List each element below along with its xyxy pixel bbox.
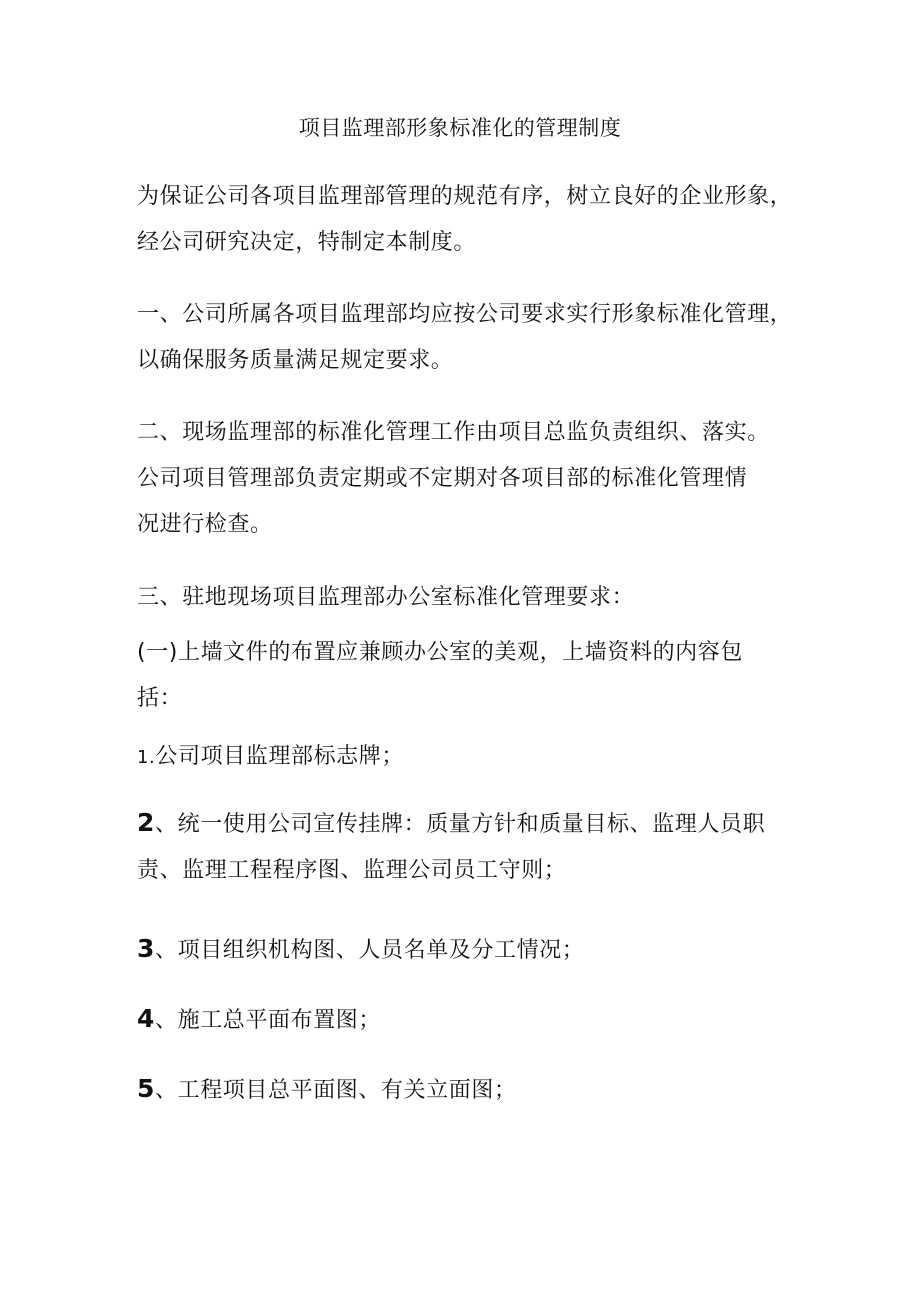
section-1-line-1: 一、公司所属各项目监理部均应按公司要求实行形象标准化管理， [137, 302, 793, 327]
list-item-3-text: 、项目组织机构图、人员名单及分工情况； [155, 938, 585, 963]
list-item-1-number: 1. [137, 747, 156, 768]
list-item-1 [137, 734, 817, 781]
list-item-5-number: 5 [137, 1074, 155, 1103]
intro-line-2: 经公司研究决定，特制定本制度。 [137, 230, 477, 255]
section-3-heading [137, 575, 817, 621]
section-2-line-2: 公司项目管理部负责定期或不定期对各项目部的标准化管理情 [137, 466, 748, 491]
section-1-line-2: 以确保服务质量满足规定要求。 [137, 348, 454, 373]
intro-line-1: 为保证公司各项目监理部管理的规范有序，树立良好的企业形象， [137, 184, 793, 209]
section-3-line: 三、驻地现场项目监理部办公室标准化管理要求： [137, 585, 635, 610]
list-item-2-text-line-2: 责、监理工程程序图、监理公司员工守则； [137, 858, 567, 883]
list-item-3-number: 3 [137, 934, 155, 963]
list-item-3 [137, 926, 817, 974]
subsection-1-line-1: (一)上墙文件的布置应兼顾办公室的美观，上墙资料的内容包 [137, 640, 743, 665]
subsection-1-paragraph [137, 630, 817, 722]
list-item-2 [137, 800, 817, 894]
list-item-4 [137, 996, 817, 1044]
list-item-4-number: 4 [137, 1004, 155, 1033]
list-item-1-text: 公司项目监理部标志牌； [155, 744, 404, 769]
section-1-paragraph [137, 292, 817, 384]
list-item-4-text: 、施工总平面布置图； [155, 1008, 382, 1033]
list-item-2-text-line-1: 、统一使用公司宣传挂牌：质量方针和质量目标、监理人员职 [155, 812, 766, 837]
subsection-1-line-2: 括： [137, 686, 183, 711]
section-2-line-1: 二、现场监理部的标准化管理工作由项目总监负责组织、落实。 [137, 420, 770, 445]
list-item-5 [137, 1066, 817, 1114]
intro-paragraph [137, 174, 817, 266]
list-item-5-text: 、工程项目总平面图、有关立面图； [155, 1078, 517, 1103]
section-2-paragraph [137, 410, 817, 548]
section-2-line-3: 况进行检查。 [137, 512, 273, 537]
list-item-2-number: 2 [137, 808, 155, 837]
document-title: 项目监理部形象标准化的管理制度 [298, 116, 622, 140]
